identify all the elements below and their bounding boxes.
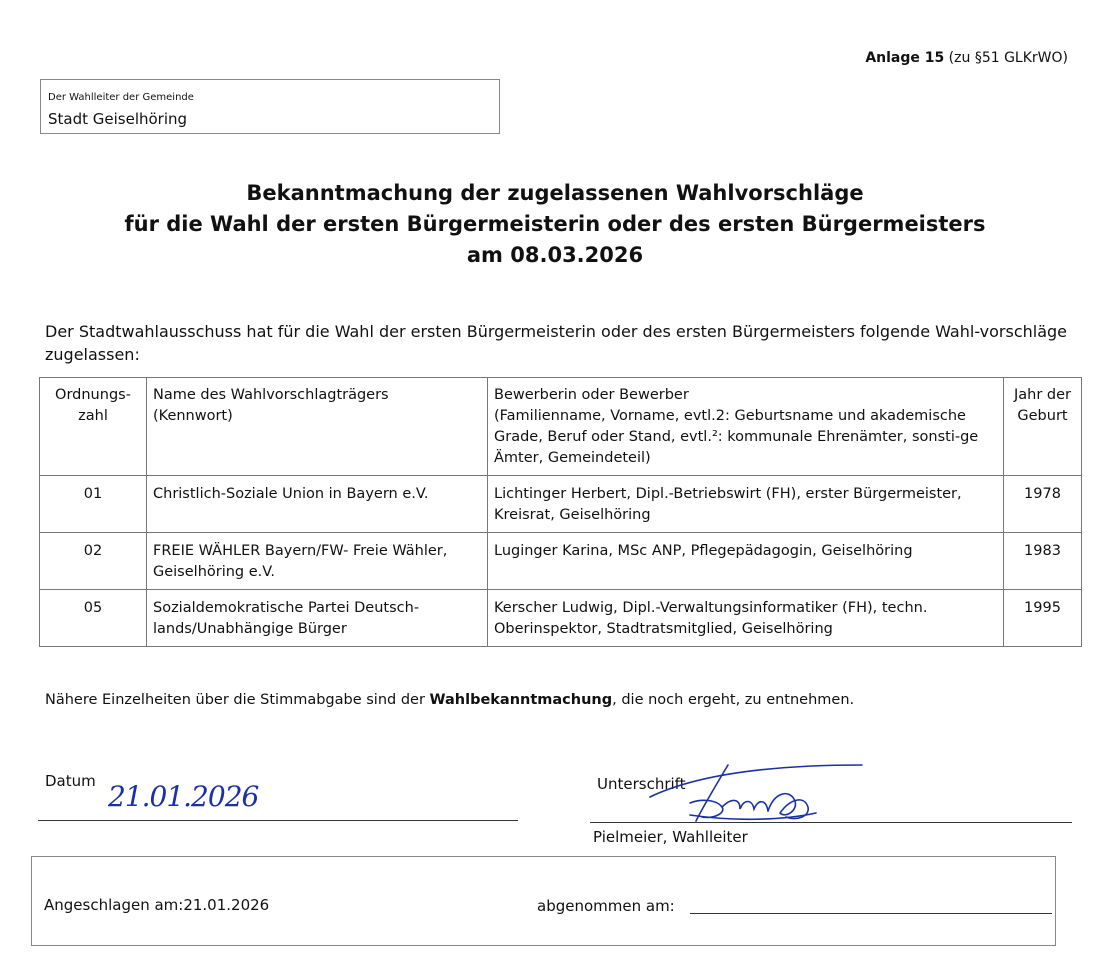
- row-proposer: FREIE WÄHLER Bayern/FW- Freie Wähler, Geiselhöring e.V.: [147, 533, 488, 590]
- handwritten-signature-icon: [590, 755, 880, 835]
- row-order-number: 01: [40, 476, 147, 533]
- removed-date-label: abgenommen am:: [537, 897, 675, 915]
- signature-line: [590, 822, 1072, 823]
- document-title: [0, 178, 1110, 271]
- annex-number: Anlage 15: [865, 50, 945, 66]
- header-candidate: [488, 378, 1004, 476]
- issuer-role: Der Wahlleiter der Gemeinde: [48, 92, 194, 103]
- note-emphasis: Wahlbekanntmachung: [429, 692, 613, 708]
- row-proposer: Sozialdemokratische Partei Deutsch-lands/Unabhängige Bürger: [147, 590, 488, 647]
- date-line: [38, 820, 518, 821]
- issuer-municipality: Stadt Geiselhöring: [48, 110, 188, 128]
- signature-label: Unterschrift: [597, 775, 686, 793]
- row-proposer: Christlich-Soziale Union in Bayern e.V.: [147, 476, 488, 533]
- table-row: [40, 476, 1082, 533]
- intro-paragraph: Der Stadtwahlausschuss hat für die Wahl der ersten Bürgermeisterin oder des ersten Bürgermeisters folgende Wahl-vorschläge zugelassen:: [45, 322, 1068, 364]
- signer-name: Pielmeier, Wahlleiter: [593, 828, 748, 846]
- title-line-3: am 08.03.2026: [466, 243, 644, 267]
- header-proposer: [147, 378, 488, 476]
- voting-details-note: [45, 692, 854, 708]
- title-line-1: Bekanntmachung der zugelassenen Wahlvorschläge: [246, 181, 864, 205]
- removed-date-line: [690, 913, 1052, 914]
- note-text-after: , die noch ergeht, zu entnehmen.: [612, 692, 855, 708]
- header-candidate-details: (Familienname, Vorname, evtl.2: Geburtsname und akademische Grade, Beruf oder Stand, evtl.²: kommunale Ehrenämter, sonsti-ge Ämter, Gemeindeteil): [494, 408, 979, 466]
- row-birth-year: 1978: [1004, 476, 1082, 533]
- header-proposer-subtitle: (Kennwort): [153, 408, 233, 424]
- row-birth-year: 1983: [1004, 533, 1082, 590]
- table-header-row: [40, 378, 1082, 476]
- row-candidate: Kerscher Ludwig, Dipl.-Verwaltungsinformatiker (FH), techn. Oberinspektor, Stadtratsmitglied, Geiselhöring: [488, 590, 1004, 647]
- header-order-number: Ordnungs-zahl: [40, 378, 147, 476]
- posted-date: Angeschlagen am:21.01.2026: [44, 896, 270, 914]
- header-proposer-title: Name des Wahlvorschlagträgers: [153, 387, 389, 403]
- annex-legal-basis: (zu §51 GLKrWO): [944, 50, 1068, 66]
- nominations-table: [39, 377, 1082, 647]
- row-candidate: Luginger Karina, MSc ANP, Pflegepädagogin, Geiselhöring: [488, 533, 1004, 590]
- handwritten-date: 21.01.2026: [108, 780, 259, 813]
- note-text-before: Nähere Einzelheiten über die Stimmabgabe sind der: [45, 692, 430, 708]
- row-order-number: 02: [40, 533, 147, 590]
- annex-reference: [865, 50, 1068, 66]
- row-candidate: Lichtinger Herbert, Dipl.-Betriebswirt (FH), erster Bürgermeister, Kreisrat, Geiselhöring: [488, 476, 1004, 533]
- date-label: Datum: [45, 772, 96, 790]
- title-line-2: für die Wahl der ersten Bürgermeisterin oder des ersten Bürgermeisters: [124, 212, 986, 236]
- posting-record-box: [31, 856, 1056, 946]
- header-candidate-title: Bewerberin oder Bewerber: [494, 387, 689, 403]
- issuer-box: [40, 79, 500, 134]
- row-birth-year: 1995: [1004, 590, 1082, 647]
- table-row: [40, 533, 1082, 590]
- header-birth-year: Jahr der Geburt: [1004, 378, 1082, 476]
- table-row: [40, 590, 1082, 647]
- row-order-number: 05: [40, 590, 147, 647]
